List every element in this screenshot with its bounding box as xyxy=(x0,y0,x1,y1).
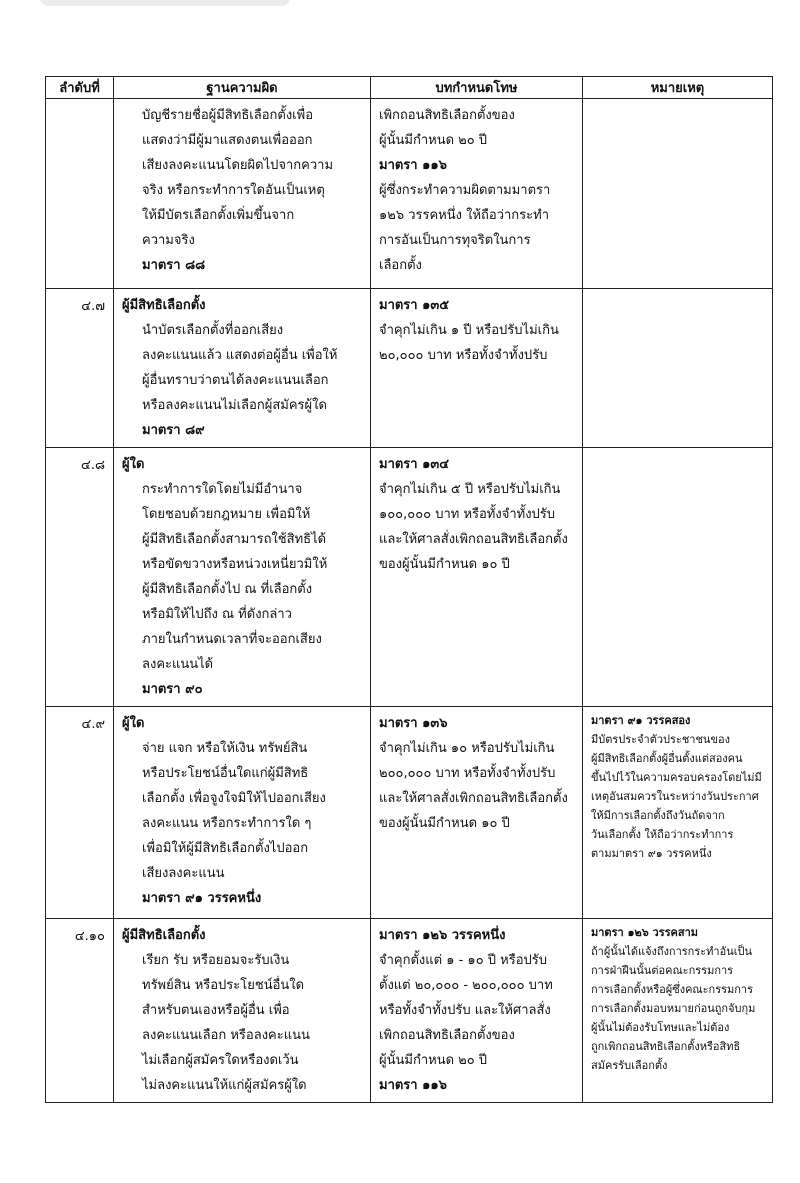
penalty-section: มาตรา ๑๓๖ xyxy=(379,716,448,731)
offense-line: นำบัตรเลือกตั้งที่ออกเสียง xyxy=(142,323,284,338)
offense-heading: ผู้ใด xyxy=(122,457,145,472)
penalty-cell xyxy=(371,448,583,707)
remark-line: ตามมาตรา ๙๑ วรรคหนึ่ง xyxy=(591,847,712,860)
offense-line: เสียงลงคะแนน xyxy=(142,866,225,881)
header-remark: หมายเหตุ xyxy=(583,77,773,99)
penalty-line: ๑๐๐,๐๐๐ บาท หรือทั้งจำทั้งปรับ xyxy=(379,507,556,522)
offense-line: ให้มีบัตรเลือกตั้งเพิ่มขึ้นจาก xyxy=(142,208,295,223)
penalty-line: และให้ศาลสั่งเพิกถอนสิทธิเลือกตั้ง xyxy=(379,791,568,806)
offense-line: บัญชีรายชื่อผู้มีสิทธิเลือกตั้งเพื่อ xyxy=(142,108,314,123)
penalty-text xyxy=(371,99,582,282)
remark-section: มาตรา ๑๒๖ วรรคสาม xyxy=(591,926,699,939)
offense-heading: ผู้มีสิทธิเลือกตั้ง xyxy=(122,928,206,943)
offense-line: หรือลงคะแนนไม่เลือกผู้สมัครผู้ใด xyxy=(142,398,327,413)
remark-section: มาตรา ๙๑ วรรคสอง xyxy=(591,714,691,727)
offense-line: ผู้มีสิทธิเลือกตั้งไป ณ ที่เลือกตั้ง xyxy=(142,582,313,597)
penalty-text xyxy=(371,707,582,840)
offense-section: มาตรา ๙๐ xyxy=(142,682,203,697)
remark-cell xyxy=(583,919,773,1103)
remark-cell xyxy=(583,99,773,289)
offense-text xyxy=(114,448,370,706)
offense-line: ความจริง xyxy=(142,233,195,248)
remark-line: ขึ้นไปไว้ในความครอบครองโดยไม่มี xyxy=(591,771,762,784)
header-row xyxy=(46,77,773,99)
remark-line: ผู้นั้นไม่ต้องรับโทษและไม่ต้อง xyxy=(591,1021,730,1034)
penalty-line: จำคุกไม่เกิน ๑๐ หรือปรับไม่เกิน xyxy=(379,741,555,756)
table-row xyxy=(46,289,773,448)
penalty-text xyxy=(371,448,582,581)
penalty-section: มาตรา ๑๑๖ xyxy=(379,158,447,173)
offense-line: โดยชอบด้วยกฎหมาย เพื่อมิให้ xyxy=(142,507,311,522)
remark-line: การเลือกตั้งมอบหมายก่อนถูกจับกุม xyxy=(591,1002,756,1015)
offense-line: หรือประโยชน์อื่นใดแก่ผู้มีสิทธิ xyxy=(142,766,309,781)
offense-line: กระทำการใดโดยไม่มีอำนาจ xyxy=(142,482,303,497)
penalty-section: มาตรา ๑๓๕ xyxy=(379,298,450,313)
penalty-line: จำคุกไม่เกิน ๑ ปี หรือปรับไม่เกิน xyxy=(379,323,559,338)
penalty-section: มาตรา ๑๒๖ วรรคหนึ่ง xyxy=(379,928,506,943)
penalty-line: เพิกถอนสิทธิเลือกตั้งของ xyxy=(379,108,515,123)
offense-line: แสดงว่ามีผู้มาแสดงตนเพื่อออก xyxy=(142,133,313,148)
remark-line: การเลือกตั้งหรือผู้ซึ่งคณะกรรมการ xyxy=(591,983,754,996)
penalty-line: ๒๐,๐๐๐ บาท หรือทั้งจำทั้งปรับ xyxy=(379,348,548,363)
penalty-cell xyxy=(371,919,583,1103)
penalty-line: ผู้ซึ่งกระทำความผิดตามมาตรา xyxy=(379,183,551,198)
penalty-line: การอันเป็นการทุจริตในการ xyxy=(379,233,531,248)
offense-line: ลงคะแนนเลือก หรือลงคะแนน xyxy=(142,1028,310,1043)
penalty-line: ๑๒๖ วรรคหนึ่ง ให้ถือว่ากระทำ xyxy=(379,208,550,223)
remark-line: ให้มีการเลือกตั้งถึงวันถัดจาก xyxy=(591,809,725,822)
penalty-line: และให้ศาลสั่งเพิกถอนสิทธิเลือกตั้ง xyxy=(379,532,568,547)
offense-text xyxy=(114,707,370,915)
offense-line: หรือขัดขวางหรือหน่วงเหนี่ยวมิให้ xyxy=(142,557,328,572)
remark-line: ถูกเพิกถอนสิทธิเลือกตั้งหรือสิทธิ xyxy=(591,1040,741,1053)
header-order: ลำดับที่ xyxy=(46,77,114,99)
remark-text xyxy=(583,919,772,1079)
remark-cell xyxy=(583,707,773,919)
penalty-line: ผู้นั้นมีกำหนด ๒๐ ปี xyxy=(379,1053,488,1068)
remark-line: ถ้าผู้นั้นได้แจ้งถึงการกระทำอันเป็น xyxy=(591,945,752,958)
offense-line: ผู้มีสิทธิเลือกตั้งสามารถใช้สิทธิได้ xyxy=(142,532,327,547)
penalty-line: เพิกถอนสิทธิเลือกตั้งของ xyxy=(379,1028,515,1043)
remark-text xyxy=(583,99,772,107)
row-number: ๔.๙ xyxy=(46,707,114,919)
penalty-section: มาตรา ๑๓๔ xyxy=(379,457,450,472)
offense-heading: ผู้ใด xyxy=(122,716,145,731)
remark-line: ผู้มีสิทธิเลือกตั้งผู้อื่นตั้งแต่สองคน xyxy=(591,752,743,765)
penalty-cell xyxy=(371,289,583,448)
offense-line: ผู้อื่นทราบว่าตนได้ลงคะแนนเลือก xyxy=(142,373,329,388)
offense-line: จ่าย แจก หรือให้เงิน ทรัพย์สิน xyxy=(142,741,308,756)
offense-line: เสียงลงคะแนนโดยผิดไปจากความ xyxy=(142,158,334,173)
remark-text xyxy=(583,707,772,867)
table-row xyxy=(46,448,773,707)
offense-cell xyxy=(114,99,371,289)
penalty-cell xyxy=(371,99,583,289)
penalty-line: ของผู้นั้นมีกำหนด ๑๐ ปี xyxy=(379,557,510,572)
row-number xyxy=(46,99,114,289)
offense-line: สำหรับตนเองหรือผู้อื่น เพื่อ xyxy=(142,1003,290,1018)
offense-line: จริง หรือกระทำการใดอันเป็นเหตุ xyxy=(142,183,325,198)
offense-section: มาตรา ๘๘ xyxy=(142,258,206,273)
header-penalty: บทกำหนดโทษ xyxy=(371,77,583,99)
penalty-line: หรือทั้งจำทั้งปรับ และให้ศาลสั่ง xyxy=(379,1003,551,1018)
remark-line: สมัครรับเลือกตั้ง xyxy=(591,1059,668,1072)
offense-cell xyxy=(114,707,371,919)
offense-line: ลงคะแนน หรือกระทำการใด ๆ xyxy=(142,816,312,831)
offense-cell xyxy=(114,448,371,707)
penalty-line: ผู้นั้นมีกำหนด ๒๐ ปี xyxy=(379,133,488,148)
row-number: ๔.๗ xyxy=(46,289,114,448)
offense-line: ทรัพย์สิน หรือประโยชน์อื่นใด xyxy=(142,978,305,993)
offense-line: เพื่อมิให้ผู้มีสิทธิเลือกตั้งไปออก xyxy=(142,841,309,856)
remark-cell xyxy=(583,289,773,448)
penalty-line: ตั้งแต่ ๒๐,๐๐๐ - ๒๐๐,๐๐๐ บาท xyxy=(379,978,553,993)
penalty-line: จำคุกตั้งแต่ ๑ - ๑๐ ปี หรือปรับ xyxy=(379,953,547,968)
offense-cell xyxy=(114,289,371,448)
remark-line: มีบัตรประจำตัวประชาชนของ xyxy=(591,733,730,746)
header-offense: ฐานความผิด xyxy=(114,77,371,99)
penalty-table xyxy=(45,76,773,1103)
offense-cell xyxy=(114,919,371,1103)
remark-text xyxy=(583,289,772,297)
offense-line: ไม่เลือกผู้สมัครใดหรืองดเว้น xyxy=(142,1053,299,1068)
offense-line: หรือมิให้ไปถึง ณ ที่ดังกล่าว xyxy=(142,607,292,622)
offense-line: ลงคะแนนแล้ว แสดงต่อผู้อื่น เพื่อให้ xyxy=(142,348,338,363)
penalty-section: มาตรา ๑๑๖ xyxy=(379,1078,447,1093)
row-number: ๔.๘ xyxy=(46,448,114,707)
top-edge-shade xyxy=(40,0,290,6)
penalty-cell xyxy=(371,707,583,919)
penalty-text xyxy=(371,289,582,372)
offense-line: ภายในกำหนดเวลาที่จะออกเสียง xyxy=(142,632,322,647)
offense-heading: ผู้มีสิทธิเลือกตั้ง xyxy=(122,298,206,313)
table-row xyxy=(46,919,773,1103)
penalty-line: ๒๐๐,๐๐๐ บาท หรือทั้งจำทั้งปรับ xyxy=(379,766,556,781)
penalty-text xyxy=(371,919,582,1102)
remark-line: การฝ่าฝืนนั้นต่อคณะกรรมการ xyxy=(591,964,734,977)
table-row xyxy=(46,99,773,289)
remark-text xyxy=(583,448,772,456)
penalty-line: ของผู้นั้นมีกำหนด ๑๐ ปี xyxy=(379,816,510,831)
offense-text xyxy=(114,289,370,447)
offense-line: ลงคะแนนได้ xyxy=(142,657,214,672)
remark-line: วันเลือกตั้ง ให้ถือว่ากระทำการ xyxy=(591,828,734,841)
row-number: ๔.๑๐ xyxy=(46,919,114,1103)
offense-section: มาตรา ๘๙ xyxy=(142,423,205,438)
remark-cell xyxy=(583,448,773,707)
offense-line: เลือกตั้ง เพื่อจูงใจมิให้ไปออกเสียง xyxy=(142,791,326,806)
table-row xyxy=(46,707,773,919)
offense-section: มาตรา ๙๑ วรรคหนึ่ง xyxy=(142,891,262,906)
remark-line: เหตุอันสมควรในระหว่างวันประกาศ xyxy=(591,790,759,803)
offense-line: ไม่ลงคะแนนให้แก่ผู้สมัครผู้ใด xyxy=(142,1078,307,1093)
penalty-line: จำคุกไม่เกิน ๕ ปี หรือปรับไม่เกิน xyxy=(379,482,561,497)
penalty-line: เลือกตั้ง xyxy=(379,258,422,273)
offense-text xyxy=(114,99,370,282)
offense-line: เรียก รับ หรือยอมจะรับเงิน xyxy=(142,953,290,968)
offense-text xyxy=(114,919,370,1102)
